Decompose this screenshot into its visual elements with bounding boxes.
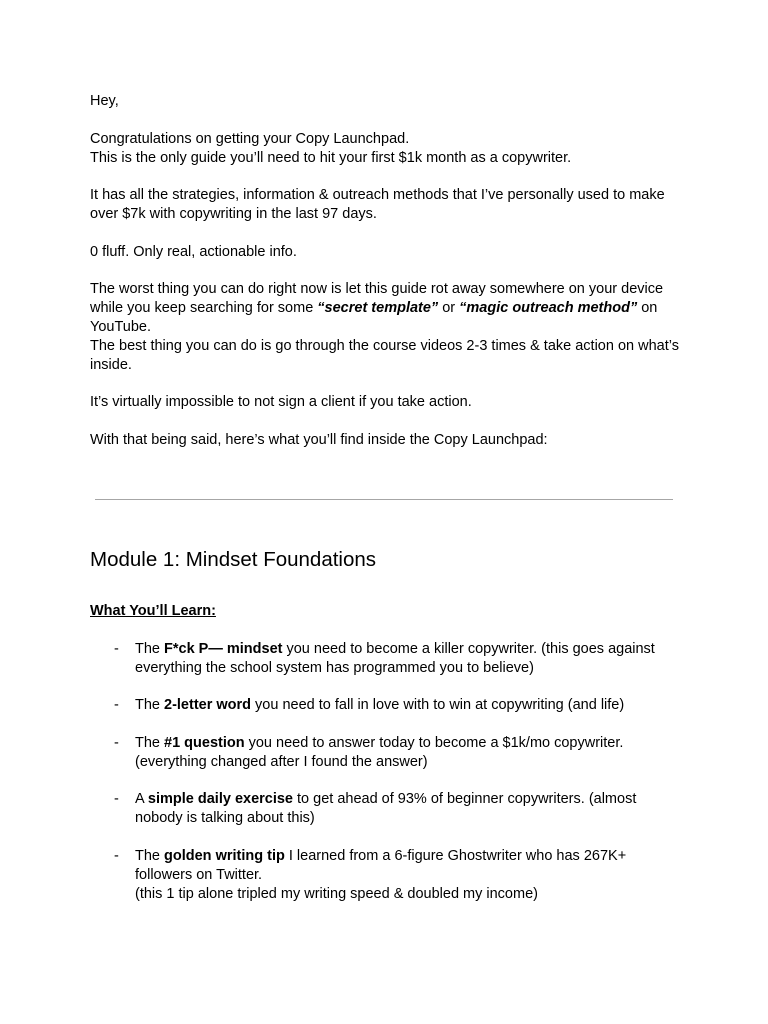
bullet-dash: - — [114, 697, 119, 713]
item-text-start: A — [135, 791, 148, 807]
impossible-paragraph: It’s virtually impossible to not sign a client if you take action. — [90, 394, 472, 410]
worst-thing-paragraph — [90, 280, 680, 337]
bullet-dash: - — [114, 848, 119, 864]
congrats-line-2: This is the only guide you’ll need to hit your first $1k month as a copywriter. — [90, 150, 572, 166]
item-text-end: to get ahead of 93% of beginner copywriters. (almost nobody is talking about this) — [135, 791, 637, 826]
item-bold-phrase: golden writing tip — [164, 848, 285, 864]
item-text-start: The — [135, 697, 165, 713]
item-text-start: The — [135, 735, 165, 751]
item-bold-phrase: F*ck P— mindset — [164, 641, 283, 657]
bullet-dash: - — [114, 791, 119, 807]
bullet-dash: - — [114, 641, 119, 657]
item-text-end: I learned from a 6-figure Ghostwriter who has 267K+ followers on Twitter. — [135, 848, 627, 883]
list-item-text — [135, 734, 683, 772]
item-text-start: The — [135, 641, 165, 657]
item-text-end: you need to answer today to become a $1k/mo copywriter. (everything changed after I found the answer) — [135, 735, 624, 770]
worst-text-start: The worst thing you can do right now is let this guide rot away somewhere on your device while you keep searching for some — [90, 281, 664, 316]
that-said-paragraph: With that being said, here’s what you’ll find inside the Copy Launchpad: — [90, 432, 548, 448]
worst-text-end: on YouTube. — [90, 300, 658, 335]
greeting: Hey, — [90, 93, 119, 109]
list-item-text — [135, 696, 683, 715]
what-youll-learn-heading: What You’ll Learn: — [90, 603, 216, 619]
item-bold-phrase: 2-letter word — [164, 697, 252, 713]
item-text-end: you need to fall in love with to win at copywriting (and life) — [251, 697, 625, 713]
item-bold-phrase: simple daily exercise — [147, 791, 293, 807]
horizontal-divider — [95, 499, 673, 500]
secret-template-emphasis: “secret template” — [317, 300, 439, 316]
congrats-line-1: Congratulations on getting your Copy Launchpad. — [90, 131, 410, 147]
congrats-paragraph — [90, 130, 680, 168]
item-bold-phrase: #1 question — [164, 735, 245, 751]
no-fluff-paragraph: 0 fluff. Only real, actionable info. — [90, 244, 297, 260]
module-title: Module 1: Mindset Foundations — [90, 548, 377, 571]
list-item-text — [135, 640, 683, 678]
list-item-text — [135, 847, 683, 904]
bullet-dash: - — [114, 735, 119, 751]
list-item-text — [135, 790, 683, 828]
item-text-start: The — [135, 848, 165, 864]
magic-outreach-emphasis: “magic outreach method” — [459, 300, 638, 316]
item-text-end: you need to become a killer copywriter. (this goes against everything the school system has programmed you to believe) — [135, 641, 655, 676]
worst-text-or: or — [438, 300, 460, 316]
item-extra-note: (this 1 tip alone tripled my writing speed & doubled my income) — [135, 886, 538, 902]
strategies-paragraph: It has all the strategies, information & outreach methods that I’ve personally used to make over $7k with copywriting in the last 97 days. — [90, 187, 665, 222]
best-thing-paragraph: The best thing you can do is go through the course videos 2-3 times & take action on what’s inside. — [90, 338, 679, 373]
